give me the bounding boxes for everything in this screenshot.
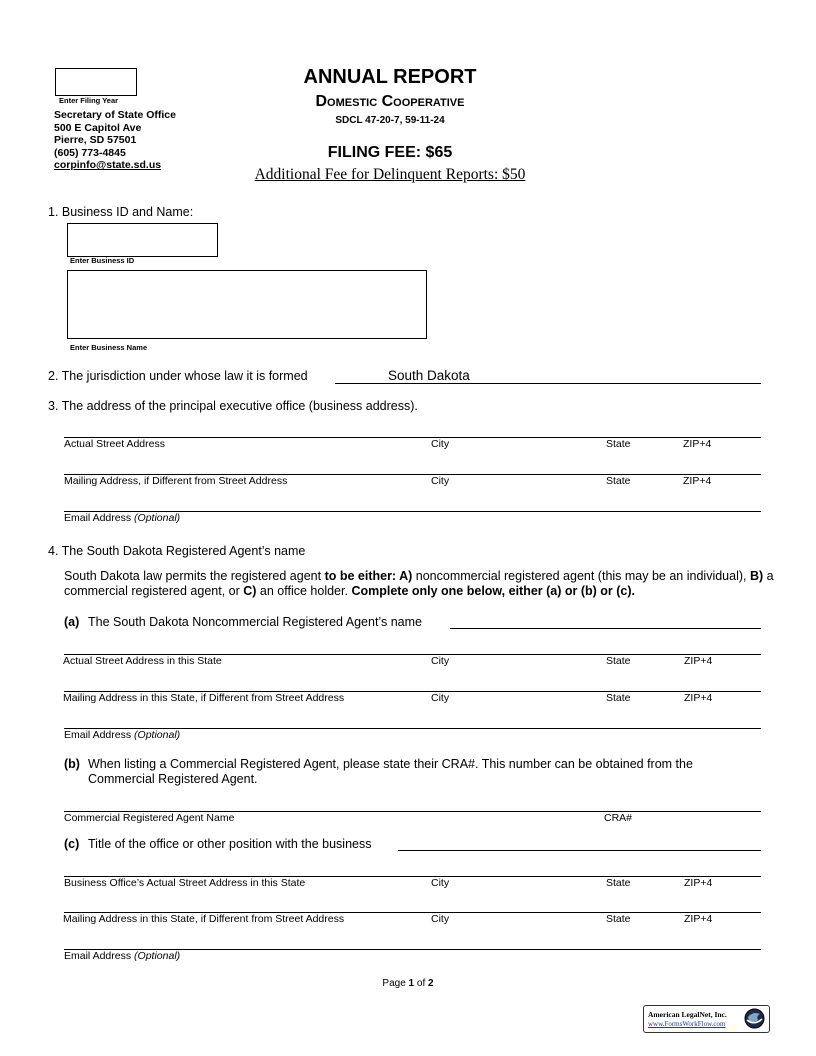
q4-intro-bold: C) (243, 583, 257, 598)
q4c-zip-caption: ZIP+4 (684, 877, 713, 889)
q4c-email-label: Email Address (64, 950, 132, 962)
q4c-mailing-state-caption: State (606, 913, 631, 925)
q4c-email-optional: (Optional) (134, 950, 181, 962)
jurisdiction-value: South Dakota (388, 368, 470, 383)
page-title: ANNUAL REPORT (303, 66, 477, 88)
filing-year-input[interactable] (55, 68, 137, 96)
q3-email-caption (64, 512, 180, 524)
q4-intro-text: an office holder. (256, 583, 352, 598)
office-line: Secretary of State Office (54, 109, 176, 121)
q4a-marker: (a) (64, 615, 80, 629)
office-line: (605) 773-4845 (54, 146, 126, 159)
q4c-label: Title of the office or other position with the business (88, 837, 372, 851)
brand-name: American LegalNet, Inc. (648, 1010, 727, 1019)
q4c-email-caption (64, 950, 180, 962)
business-id-caption: Enter Business ID (70, 256, 135, 265)
q4-intro-bold: Complete only one below, either (a) or (b) or (c). (351, 583, 636, 598)
page-current: 1 (408, 978, 415, 989)
delinquent-fee: Additional Fee for Delinquent Reports: $50 (254, 166, 526, 183)
q4c-state-caption: State (606, 877, 631, 889)
q4-intro-bold: B) (749, 569, 764, 583)
q4c-marker: (c) (64, 837, 80, 851)
office-title-field[interactable] (398, 850, 761, 851)
q4c-mailing-zip-caption: ZIP+4 (684, 913, 713, 925)
q4-intro-text: South Dakota law permits the registered agent (64, 569, 325, 583)
q4-intro-text: a commercial registered agent, or (64, 569, 774, 598)
cra-number-caption: CRA# (604, 812, 633, 824)
q3-state-caption: State (606, 438, 631, 450)
q4a-mailing-caption: Mailing Address in this State, if Different from Street Address (63, 692, 345, 704)
q3-city-caption: City (431, 438, 450, 450)
commercial-agent-name-caption: Commercial Registered Agent Name (64, 812, 235, 824)
q3-mailing-zip-caption: ZIP+4 (683, 475, 712, 487)
q4a-email-caption (64, 729, 180, 741)
q4a-city-caption: City (431, 655, 450, 667)
q4a-label: The South Dakota Noncommercial Registered Agent’s name (88, 615, 422, 629)
page-word: Page (382, 978, 406, 989)
q4a-email-label: Email Address (64, 729, 132, 741)
q4a-zip-caption: ZIP+4 (684, 655, 713, 667)
page-total: 2 (428, 978, 434, 989)
q4a-mailing-state-caption: State (606, 692, 631, 704)
filing-fee: FILING FEE: $65 (327, 144, 453, 161)
q4a-street-caption: Actual Street Address in this State (63, 655, 222, 667)
business-id-input[interactable] (67, 223, 218, 257)
q4a-email-optional: (Optional) (134, 729, 181, 741)
page-subtitle: Domestic Cooperative (315, 93, 465, 110)
q4a-mailing-city-caption: City (431, 692, 450, 704)
brand-badge (643, 1005, 770, 1033)
q3-street-caption: Actual Street Address (64, 438, 165, 450)
q4a-mailing-zip-caption: ZIP+4 (684, 692, 713, 704)
q3-street-line[interactable] (64, 437, 761, 438)
q1-label: 1. Business ID and Name: (48, 205, 194, 219)
business-name-caption: Enter Business Name (70, 343, 148, 352)
noncommercial-agent-name-field[interactable] (450, 628, 761, 629)
q4c-city-caption: City (431, 877, 450, 889)
q3-email-optional: (Optional) (134, 512, 181, 524)
q4b-marker: (b) (64, 757, 80, 771)
q4-label: 4. The South Dakota Registered Agent’s name (48, 544, 306, 558)
q3-mailing-caption: Mailing Address, if Different from Street Address (64, 475, 288, 487)
jurisdiction-field[interactable] (335, 383, 761, 384)
office-line: 500 E Capitol Ave (54, 121, 142, 134)
office-line: Pierre, SD 57501 (54, 134, 137, 147)
office-email-link[interactable]: corpinfo@state.sd.us (54, 159, 162, 172)
page-of: of (416, 978, 426, 989)
globe-icon (744, 1008, 765, 1029)
page-number (358, 978, 458, 989)
q3-label: 3. The address of the principal executive office (business address). (48, 399, 418, 413)
q4-intro-text: noncommercial registered agent (this may be an individual), (412, 569, 750, 583)
q3-email-label: Email Address (64, 512, 132, 524)
q4c-mailing-city-caption: City (431, 913, 450, 925)
q4c-street-caption: Business Office’s Actual Street Address in this State (64, 877, 306, 889)
q4c-mailing-caption: Mailing Address in this State, if Different from Street Address (63, 913, 345, 925)
brand-url[interactable]: www.FormsWorkFlow.com (648, 1020, 726, 1028)
business-name-input[interactable] (67, 270, 427, 339)
q3-zip-caption: ZIP+4 (683, 438, 712, 450)
office-address (54, 109, 176, 172)
q2-label: 2. The jurisdiction under whose law it is formed (48, 369, 308, 383)
q4-intro-bold: to be either: A) (324, 569, 413, 583)
q3-mailing-city-caption: City (431, 475, 450, 487)
filing-year-caption: Enter Filing Year (59, 96, 119, 105)
q3-mailing-state-caption: State (606, 475, 631, 487)
statute-reference: SDCL 47-20-7, 59-11-24 (335, 115, 445, 126)
q4b-label: When listing a Commercial Registered Agent, please state their CRA#. This number can be obtained from the Commercial Registered Agent. (88, 757, 693, 786)
q4-intro (64, 569, 784, 598)
q4a-state-caption: State (606, 655, 631, 667)
